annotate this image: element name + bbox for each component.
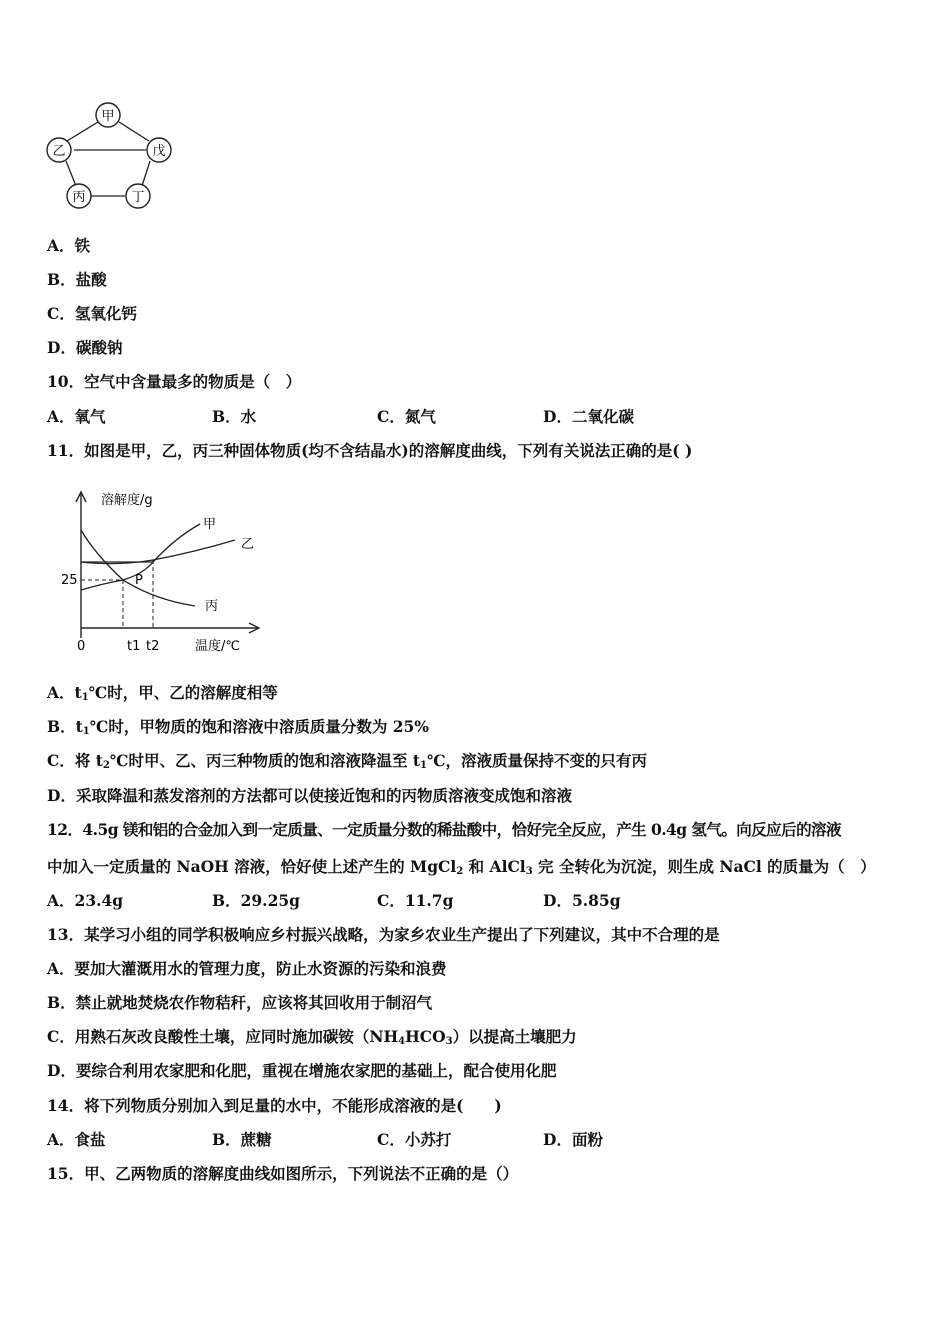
q11-option-c: C．将 $t_2℃$时甲、乙、丙三种物质的饱和溶液降温至 $t_1℃$，溶液质量保持不变的只有丙: [47, 751, 648, 771]
q12-option-b: B．29.25g: [212, 891, 300, 910]
q13-option-d: D．要综合利用农家肥和化肥，重视在增施农家肥的基础上，配合使用化肥: [47, 1061, 557, 1080]
point-p-label: P: [135, 573, 143, 588]
q11-option-b: B．$t_1℃$时，甲物质的饱和溶液中溶质质量分数为 25%: [47, 717, 430, 737]
q13-option-c: C．用熟石灰改良酸性土壤，应同时施加碳铵$(NH_4HCO_3)$以提高土壤肥力: [47, 1027, 577, 1047]
q12-option-d: D．5.85g: [543, 891, 621, 910]
q10-option-c: C．氮气: [377, 407, 436, 426]
x-axis-label: 温度/℃: [195, 639, 240, 654]
q12-stem-line2: 中加入一定质量的 NaOH 溶液，恰好使上述产生的 MgCl$_2$ 和 AlCl$_3$ 完 全转化为沉淀，则生成 NaCl 的质量为（ ）: [47, 857, 876, 877]
pentagon-diagram: [40, 98, 180, 216]
q9-option-d: D．碳酸钠: [47, 338, 123, 357]
q9-option-a: A．铁: [47, 236, 91, 255]
series-label-yi: 乙: [241, 537, 255, 552]
series-label-jia: 甲: [203, 517, 217, 532]
q9-option-b: B．盐酸: [47, 270, 107, 289]
origin-label: 0: [77, 639, 86, 654]
solubility-chart: [55, 488, 270, 660]
q10-option-d: D．二氧化碳: [543, 407, 634, 426]
q14-option-b: B．蔗糖: [212, 1130, 272, 1149]
q13-stem: 13．某学习小组的同学积极响应乡村振兴战略，为家乡农业生产提出了下列建议，其中不合理的是: [47, 925, 720, 944]
q14-option-c: C．小苏打: [377, 1130, 452, 1149]
q14-option-a: A．食盐: [47, 1130, 106, 1149]
q12-stem-line1: 12．4.5g 镁和铝的合金加入到一定质量、一定质量分数的稀盐酸中，恰好完全反应，产生 0.4g 氢气。向反应后的溶液: [47, 820, 841, 839]
q10-option-b: B．水: [212, 407, 257, 426]
node-label-ding: 丁: [131, 190, 145, 205]
x-tick-t2: t2: [146, 639, 160, 654]
q11-stem: 11．如图是甲，乙，丙三种固体物质(均不含结晶水)的溶解度曲线，下列有关说法正确的是( ): [47, 441, 693, 460]
q14-stem: 14．将下列物质分别加入到足量的水中，不能形成溶液的是( ): [47, 1096, 502, 1115]
q13-option-a: A．要加大灌溉用水的管理力度，防止水资源的污染和浪费: [47, 959, 447, 978]
q10-stem: 10．空气中含量最多的物质是（ ）: [47, 372, 302, 391]
x-tick-t1: t1: [127, 639, 141, 654]
series-label-bing: 丙: [205, 599, 219, 614]
q12-option-a: A．23.4g: [47, 891, 124, 910]
q15-stem: 15．甲、乙两物质的溶解度曲线如图所示，下列说法不正确的是（）: [47, 1164, 519, 1183]
q13-option-b: B．禁止就地焚烧农作物秸秆，应该将其回收用于制沼气: [47, 993, 433, 1012]
node-label-yi: 乙: [52, 144, 66, 159]
node-label-jia: 甲: [101, 109, 115, 124]
y-axis-label: 溶解度/g: [101, 493, 153, 508]
q9-option-c: C．氢氧化钙: [47, 304, 137, 323]
q10-option-a: A．氧气: [47, 407, 106, 426]
curve-bing: [81, 530, 195, 606]
y-tick-25: 25: [61, 573, 78, 588]
q11-option-a: A．$t_1℃$时，甲、乙的溶解度相等: [47, 683, 278, 703]
q14-option-d: D．面粉: [543, 1130, 603, 1149]
node-label-wu: 戊: [152, 144, 166, 159]
q12-option-c: C．11.7g: [377, 891, 454, 910]
q11-option-d: D．采取降温和蒸发溶剂的方法都可以使接近饱和的丙物质溶液变成饱和溶液: [47, 786, 572, 805]
node-label-bing: 丙: [72, 190, 86, 205]
